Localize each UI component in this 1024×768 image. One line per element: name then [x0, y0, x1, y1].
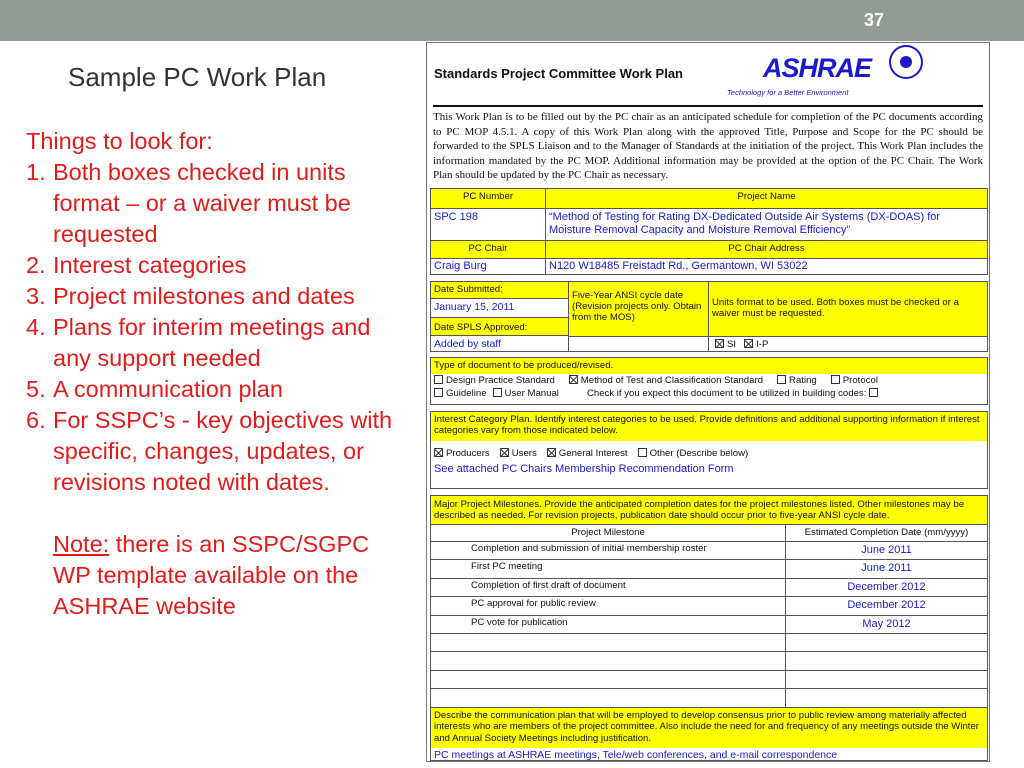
checklist-heading: Things to look for:: [26, 128, 213, 154]
date-submitted-label: Date Submitted:: [430, 281, 569, 299]
form-title: Standards Project Committee Work Plan: [434, 66, 683, 81]
checked-box-icon[interactable]: [569, 375, 578, 384]
item-number: 1.: [26, 159, 46, 185]
note: [26, 529, 406, 622]
pc-chair-address-value[interactable]: N120 W18485 Freistadt Rd., Germantown, WI 53022: [545, 258, 988, 275]
milestone-row: [431, 596, 987, 614]
checkbox-option[interactable]: [547, 448, 628, 459]
checkbox-label: SI: [727, 339, 737, 350]
milestone-row: [431, 633, 987, 651]
milestone-date[interactable]: [786, 671, 987, 688]
pc-chair-value[interactable]: Craig Burg: [430, 258, 546, 275]
milestone-name: [431, 652, 786, 669]
pc-number-label: PC Number: [430, 188, 546, 209]
checklist-item: [26, 374, 406, 405]
checkbox-label: Other (Describe below): [649, 448, 749, 459]
milestone-name: First PC meeting: [431, 560, 786, 577]
checkbox-icon[interactable]: [777, 375, 786, 384]
checkbox-label: Guideline: [446, 388, 487, 399]
item-number: 5.: [26, 376, 46, 402]
milestone-row: [431, 688, 987, 706]
item-number: 6.: [26, 407, 46, 433]
checked-box-icon[interactable]: [715, 339, 724, 348]
checkbox-option[interactable]: [493, 388, 559, 399]
item-text: For SSPC’s - key objectives with specific, changes, updates, or revisions noted with dates.: [53, 407, 393, 495]
slide-number: 37: [864, 10, 885, 30]
item-number: 4.: [26, 314, 46, 340]
milestones-label: Major Project Milestones. Provide the anticipated completion dates for the project milestones listed. Other milestones may be described as needed. For revision projects, publication date should occur prior to five-year ANSI cycle date.: [431, 496, 987, 524]
checkbox-option[interactable]: [434, 448, 490, 459]
checklist-item: [26, 250, 406, 281]
ashrae-emblem-icon: [889, 45, 923, 79]
communication-plan-value[interactable]: PC meetings at ASHRAE meetings, Tele/web conferences, and e-mail correspondence: [434, 748, 838, 761]
ansi-cycle-value[interactable]: [568, 336, 709, 352]
checked-box-icon[interactable]: [744, 339, 753, 348]
checked-box-icon[interactable]: [434, 448, 443, 457]
work-plan-form: [426, 42, 990, 762]
checkbox-option[interactable]: [715, 339, 736, 350]
checkbox-label: I-P: [756, 339, 769, 350]
checkbox-label: Protocol: [842, 375, 878, 386]
milestones-section: [430, 495, 988, 761]
tagline: Technology for a Better Environment: [727, 88, 849, 97]
date-spls-label: Date SPLS Approved:: [430, 317, 569, 336]
checked-box-icon[interactable]: [500, 448, 509, 457]
checkbox-label: Producers: [446, 448, 490, 459]
checkbox-icon[interactable]: [831, 375, 840, 384]
interest-category-section: [430, 411, 988, 489]
top-bar: [0, 0, 1024, 41]
date-submitted-value[interactable]: January 15, 2011: [430, 298, 569, 318]
checkbox-label: Users: [511, 448, 537, 459]
milestone-name: Completion and submission of initial membership roster: [431, 542, 786, 559]
checkbox-option[interactable]: [638, 448, 749, 459]
milestone-row: [431, 541, 987, 559]
checkbox-option[interactable]: [777, 375, 817, 386]
interest-note[interactable]: See attached PC Chairs Membership Recommendation Form: [434, 463, 734, 475]
item-text: Both boxes checked in units format – or a waiver must be requested: [53, 159, 351, 247]
milestone-row: [431, 578, 987, 596]
note-label: Note:: [53, 531, 110, 557]
ashrae-logo: ASHRAE: [763, 53, 872, 83]
item-number: 2.: [26, 252, 46, 278]
checklist-item: [26, 281, 406, 312]
checkbox-option[interactable]: [500, 448, 537, 459]
checked-box-icon[interactable]: [547, 448, 556, 457]
milestone-date[interactable]: June 2011: [861, 562, 912, 575]
item-text: Plans for interim meetings and any support needed: [53, 314, 371, 371]
milestone-name: PC vote for publication: [431, 616, 786, 633]
milestone-date[interactable]: December 2012: [847, 599, 926, 612]
building-codes-checkbox-icon[interactable]: [869, 388, 878, 397]
communication-plan-label: Describe the communication plan that will be employed to develop consensus prior to public review among materially affected interests who are members of the project committee. Also include the need for and frequency of any meetings outside the Winter and Annual Society Meetings including justification.: [431, 707, 987, 748]
checkbox-icon[interactable]: [493, 388, 502, 397]
milestone-name: PC approval for public review: [431, 597, 786, 614]
checkbox-icon[interactable]: [434, 375, 443, 384]
units-label: Units format to be used. Both boxes must be checked or a waiver must be requested.: [708, 281, 988, 337]
checkbox-option[interactable]: [434, 388, 487, 399]
ansi-cycle-label: Five-Year ANSI cycle date (Revision projects only. Obtain from the MOS): [568, 281, 709, 337]
item-number: 3.: [26, 283, 46, 309]
divider: [433, 105, 983, 107]
milestone-row: [431, 651, 987, 669]
checkbox-icon[interactable]: [638, 448, 647, 457]
checkbox-label: Rating: [789, 375, 817, 386]
item-text: Project milestones and dates: [53, 283, 355, 309]
milestone-name: [431, 671, 786, 688]
date-spls-value[interactable]: Added by staff: [430, 335, 569, 352]
milestone-row: [431, 559, 987, 577]
milestone-name: [431, 634, 786, 651]
checklist-item: [26, 157, 406, 250]
checklist: [26, 126, 406, 622]
units-checkboxes: [708, 336, 988, 352]
item-text: Interest categories: [53, 252, 247, 278]
milestone-row: [431, 615, 987, 633]
pc-number-value[interactable]: SPC 198: [430, 208, 546, 241]
milestone-date[interactable]: June 2011: [861, 544, 912, 556]
checkbox-label: General Interest: [558, 448, 628, 459]
checklist-item: [26, 405, 406, 498]
slide-title: Sample PC Work Plan: [68, 62, 327, 92]
checkbox-label: User Manual: [504, 388, 559, 399]
milestone-date[interactable]: [786, 634, 987, 651]
milestone-date[interactable]: [786, 689, 987, 706]
checkbox-label: Design Practice Standard: [446, 375, 555, 386]
milestone-name: [431, 689, 786, 706]
pc-chair-label: PC Chair: [430, 240, 546, 259]
milestone-date[interactable]: December 2012: [847, 580, 926, 593]
milestone-date[interactable]: [786, 652, 987, 669]
note-text: there is an SSPC/SGPC WP template available on the ASHRAE website: [53, 531, 370, 619]
project-name-label: Project Name: [545, 188, 988, 209]
milestone-name: Completion of first draft of document: [431, 579, 786, 596]
interest-category-label: Interest Category Plan. Identify interest categories to be used. Provide definitions and additional supporting information if interest categories vary from those indicated below.: [431, 412, 987, 441]
checkbox-icon[interactable]: [434, 388, 443, 397]
project-name-value[interactable]: “Method of Testing for Rating DX-Dedicated Outside Air Systems (DX-DOAS) for Moisture Removal Capacity and Moisture Removal Efficiency”: [545, 208, 988, 241]
checkbox-option[interactable]: [744, 339, 768, 350]
document-type-label: Type of document to be produced/revised.: [431, 358, 987, 374]
milestone-row: [431, 670, 987, 688]
checkbox-option[interactable]: [569, 375, 763, 386]
milestones-header: [431, 524, 987, 541]
checkbox-label: Method of Test and Classification Standard: [580, 375, 764, 386]
pc-chair-address-label: PC Chair Address: [545, 240, 988, 259]
checkbox-option[interactable]: [831, 375, 878, 386]
date-column-header: Estimated Completion Date (mm/yyyy): [804, 527, 969, 538]
document-type-section: [430, 357, 988, 405]
milestone-column-header: Project Milestone: [431, 525, 786, 541]
checklist-item: [26, 312, 406, 374]
intro-text: This Work Plan is to be filled out by the PC chair as an anticipated schedule for completion of the PC documents according to PC MOP 4.5.1. A copy of this Work Plan along with the approved Title, Purpose and Scope for the PC should be forwarded to the SPLS Liaison and to the Manager of Standards at the initiation of the project. This Work Plan includes the information mandated by the PC MOP. Additional information may be provided at the option of the PC Chair. The Work Plan should be updated by the PC Chair as necessary.: [433, 111, 983, 181]
checkbox-option[interactable]: [434, 375, 555, 386]
building-codes-label: Check if you expect this document to be utilized in building codes:: [586, 388, 867, 399]
milestone-date[interactable]: May 2012: [862, 617, 911, 630]
item-text: A communication plan: [53, 376, 283, 402]
